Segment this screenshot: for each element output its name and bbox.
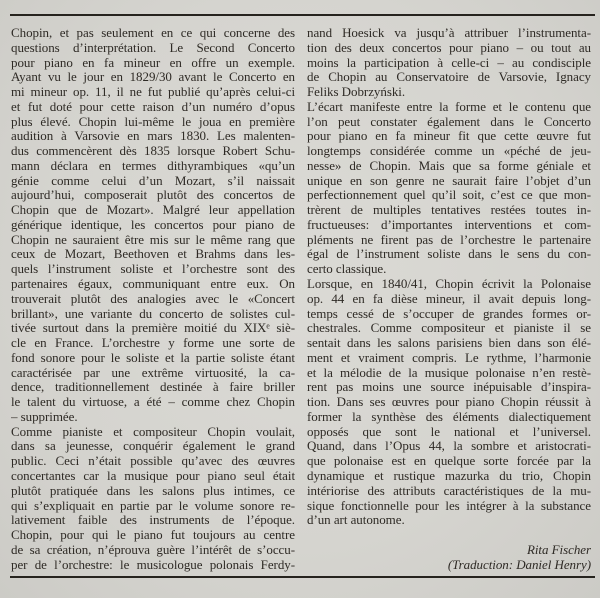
text-line: dynamique et rustique mazurka du trio, Chopin: [307, 468, 591, 483]
text-line: questions d’interprétation. Le Second Concerto: [11, 40, 295, 55]
text-line: ceux de Mozart, Beethoven et Brahms dans les-: [11, 247, 295, 262]
text-line: chestrales. Comme compositeur et pianiste il se: [307, 321, 591, 336]
text-line: audition à Varsovie en mars 1830. Les malenten-: [11, 129, 295, 144]
text-line: temps cessé de s’occuper de grandes formes or-: [307, 306, 591, 321]
text-line: le talent du virtuose, a été – comme chez Chopin: [11, 395, 295, 410]
text-line: rent pas moins une source inépuisable d’inspira-: [307, 380, 591, 395]
text-line: longtemps considérée comme un «péché de jeu-: [307, 144, 591, 159]
text-line: nand Hoesick va jusqu’à attribuer l’instrumenta-: [307, 26, 591, 40]
text-line: quels l’instrument soliste et l’orchestre sont des: [11, 262, 295, 277]
text-line: certo classique.: [307, 262, 387, 277]
text-line: nesse» de Chopin. Mais que sa forme géniale et: [307, 158, 591, 173]
text-line: aujourd’hui, composerait plutôt des concertos de: [11, 188, 295, 203]
text-line: Quand, dans l’Opus 44, la sombre et aristocrati-: [307, 439, 591, 454]
text-line: lativement faible des instruments de l’époque.: [11, 513, 295, 528]
text-line: plus élevé. Chopin lui-même le joua en première: [11, 114, 295, 129]
text-line: [307, 528, 591, 543]
text-line: ment et vraiment compris. Le rythme, l’harmonie: [307, 350, 591, 365]
text-line: Chopin que de Mozart». Malgré leur appellation: [11, 203, 295, 218]
text-line: pour piano en fa mineur en offre un exemple.: [11, 55, 295, 70]
text-line: op. 44 en fa dièse mineur, il avait depuis long-: [307, 291, 591, 306]
text-line: Chopin ne sauraient être mis sur le même rang que: [11, 232, 295, 247]
top-rule: [10, 14, 595, 16]
text-line: trouverait plutôt des analogies avec le «Concert: [11, 291, 295, 306]
text-line: unique en son genre ne saurait faire l’objet d’un: [307, 173, 591, 188]
text-line: et fut doté pour cette raison d’un numéro d’opus: [11, 99, 295, 114]
text-line: dence, traditionnellement destinée à faire briller: [11, 380, 295, 395]
text-line: pléments ne firent pas de l’orchestre le partenaire: [307, 232, 591, 247]
text-line: générique identique, les concertos pour piano de: [11, 217, 295, 232]
text-line: pour piano en fa mineur fit que cette œuvre fut: [307, 129, 591, 144]
text-line: de sa création, n’éprouva guère l’intérêt de s’occu-: [11, 542, 295, 557]
text-line: intériorise des attributs caractéristiques de la mu-: [307, 483, 591, 498]
text-line: – supprimée.: [11, 409, 78, 424]
text-line: public. Ceci n’était possible qu’avec des œuvres: [11, 454, 295, 469]
text-line: qui s’expliquait en partie par le volume sonore re-: [11, 498, 295, 513]
text-line: d’un art autonome.: [307, 513, 405, 528]
text-column-left: [11, 26, 295, 572]
text-line: l’on peut constater également dans le Concerto: [307, 114, 591, 129]
text-line: opposés que sont le national et l’universel.: [307, 424, 591, 439]
text-line: caractérisée par une extrême virtuosité, la ca-: [11, 365, 295, 380]
text-line: plutôt pratiquée dans les salons plus intimes, ce: [11, 483, 295, 498]
text-line: et la mélodie de la musique polonaise n’en restè-: [307, 365, 591, 380]
text-line: concertantes car la musique pour piano seul était: [11, 468, 295, 483]
text-line: mi mineur op. 11, il ne fut publié qu’après celui-ci: [11, 85, 295, 100]
text-line: dans sa jeunesse, conquérir également le grand: [11, 439, 295, 454]
text-line: Chopin, et pas seulement en ce qui concerne des: [11, 26, 295, 40]
text-line: tivée surtout dans la première moitié du XIXᵉ siè-: [11, 321, 295, 336]
text-line: sique fonctionnelle pour les intégrer à la substance: [307, 498, 591, 513]
signature-author: Rita Fischer: [526, 542, 591, 557]
text-line: tion. Dans ses œuvres pour piano Chopin réussit à: [307, 395, 591, 410]
text-line: cle en France. L’orchestre y forme une sorte de: [11, 336, 295, 351]
text-line: de Chopin au Conservatoire de Varsovie, Ignacy: [307, 70, 591, 85]
text-line: fond sonore pour le soliste et la partie soliste étant: [11, 350, 295, 365]
text-line: per de l’orchestre: le musicologue polonais Ferdy-: [11, 557, 295, 572]
text-line: fructueuses: d’importantes interventions et com-: [307, 217, 591, 232]
text-line: génie comme celui d’un Mozart, s’il naissait: [11, 173, 295, 188]
text-line: Comme pianiste et compositeur Chopin voulait,: [11, 424, 295, 439]
text-line: former la synthèse des éléments dialectiquement: [307, 409, 591, 424]
text-line: perfectionnement quel qu’il soit, c’est ce que mon-: [307, 188, 591, 203]
text-line: partenaires égaux, communiquant entre eux. On: [11, 277, 295, 292]
text-line: égal de l’instrument soliste dans le sens du con-: [307, 247, 591, 262]
text-line: mann déclara en termes dithyrambiques «qu’un: [11, 158, 295, 173]
text-line: que polonaise est en quelque sorte forcée par la: [307, 454, 591, 469]
text-line: Lorsque, en 1840/41, Chopin écrivit la Polonaise: [307, 277, 591, 292]
text-line: L’écart manifeste entre la forme et le contenu que: [307, 99, 591, 114]
bottom-rule: [10, 576, 595, 578]
text-line: Chopin, pour qui le piano fut toujours au centre: [11, 528, 295, 543]
text-line: dus commencèrent dès 1835 lorsque Robert Schu-: [11, 144, 295, 159]
signature-translator: (Traduction: Daniel Henry): [447, 557, 591, 572]
text-line: Ayant vu le jour en 1829/30 avant le Concerto en: [11, 70, 295, 85]
text-line: Feliks Dobrzyński.: [307, 85, 406, 100]
text-line: sentait dans les salons parisiens bien dans son élé-: [307, 336, 591, 351]
text-column-right: [307, 26, 591, 572]
text-line: tion des deux concertos pour piano – ou tout au: [307, 40, 591, 55]
text-line: trèrent de multiples tentatives restées toutes in-: [307, 203, 591, 218]
text-line: moins la participation à celle-ci – au condisciple: [307, 55, 591, 70]
text-line: brillant», une variante du concerto de solistes cul-: [11, 306, 295, 321]
